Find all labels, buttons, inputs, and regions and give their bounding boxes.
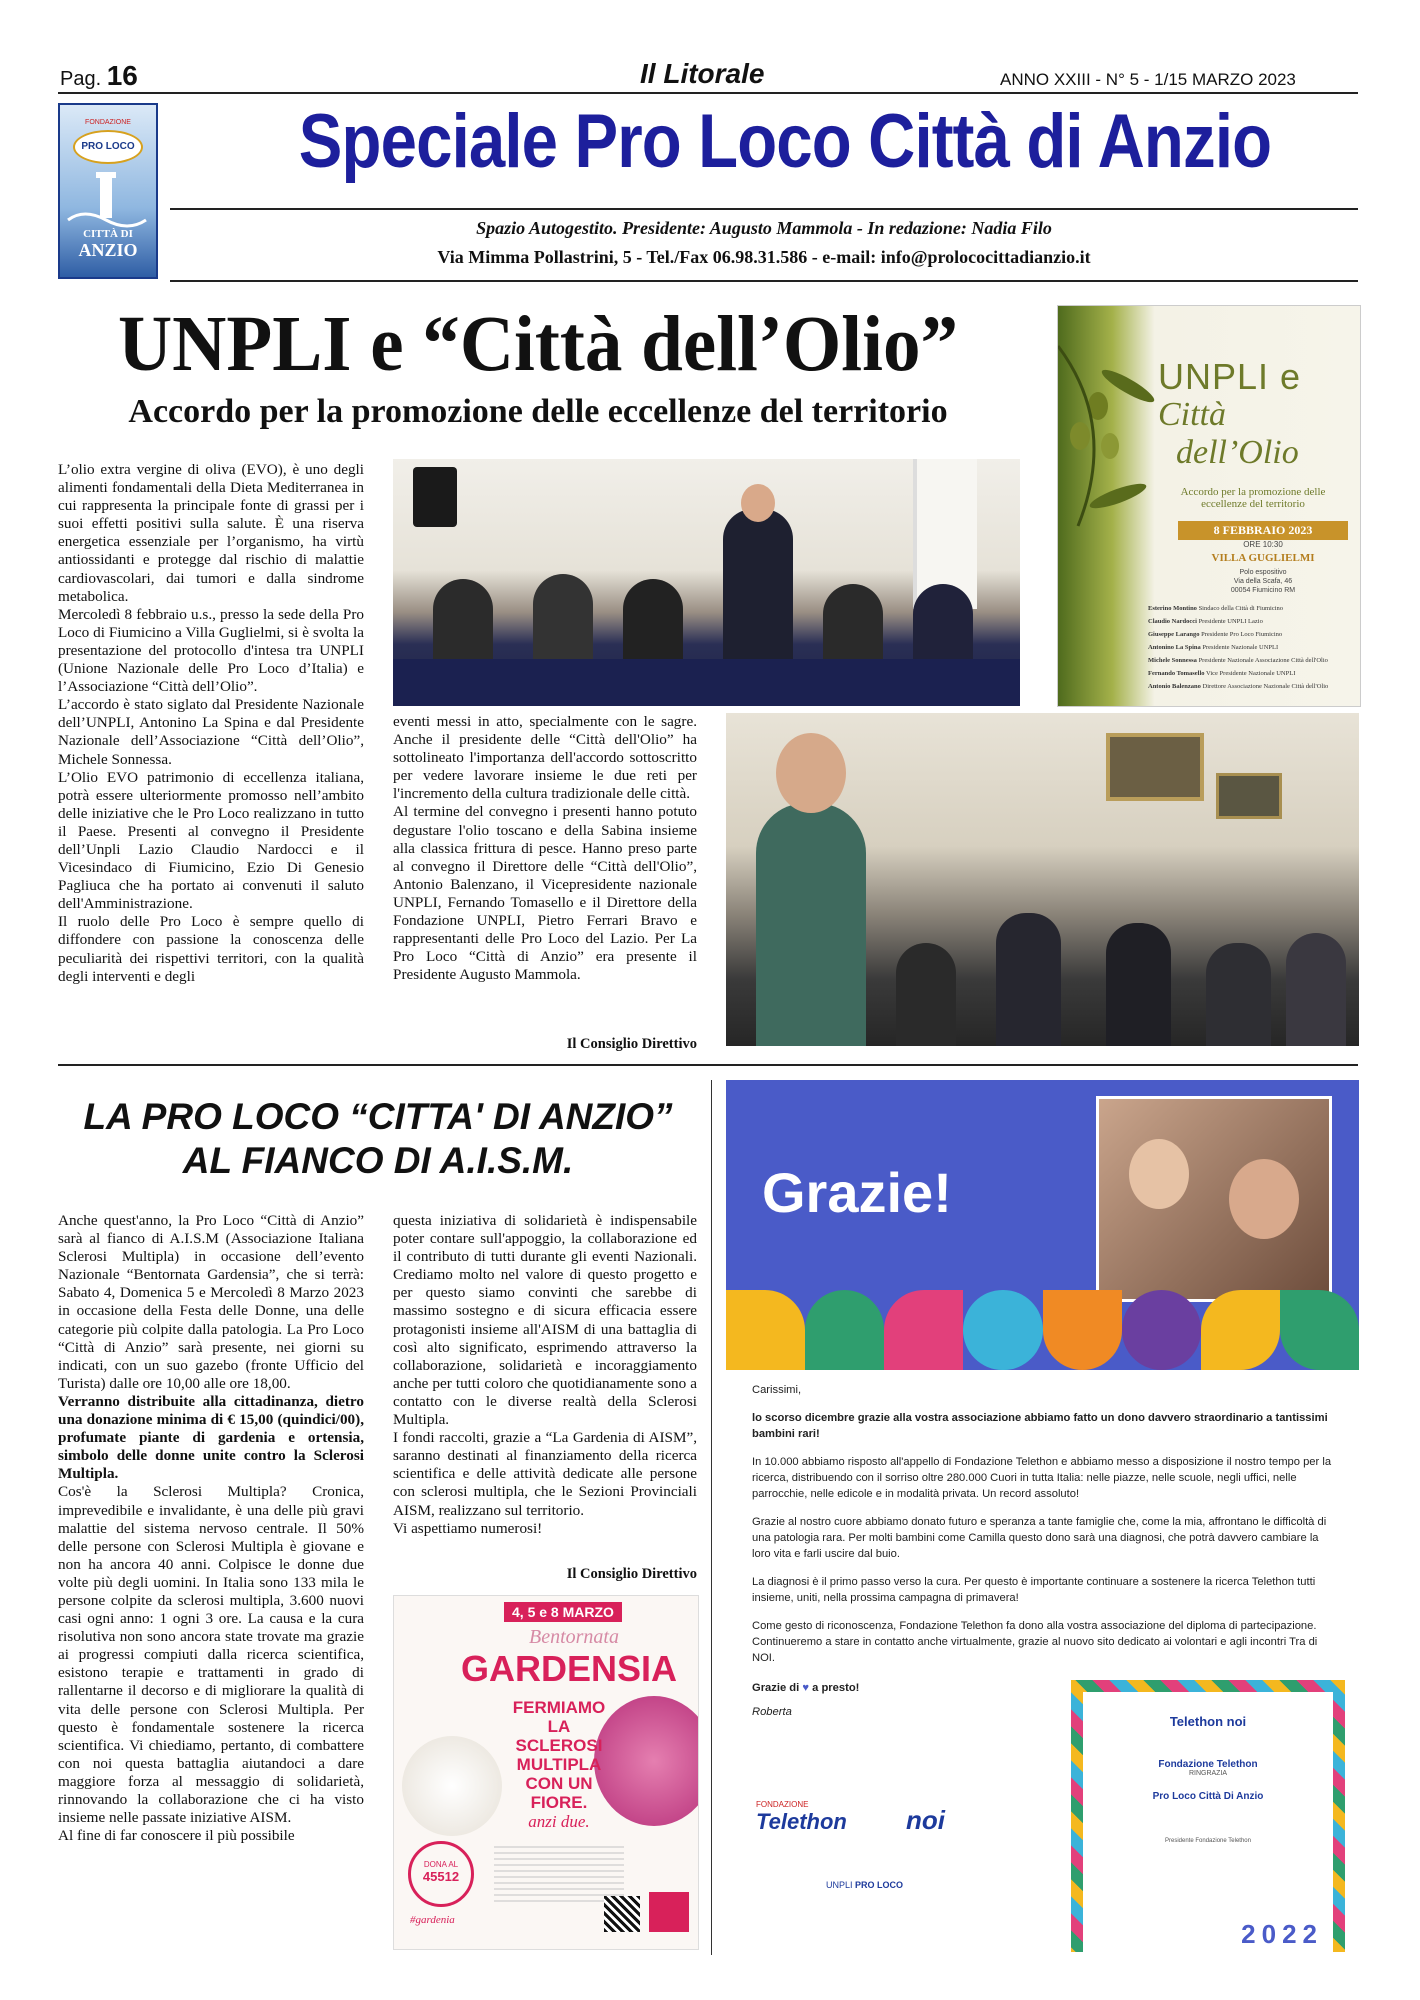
paragraph: L’olio extra vergine di oliva (EVO), è uno degli alimenti fondamentali della Dieta Mediterranea in cui rappresenta la principale fonte di grassi per i suoi effetti positivi sulla salute. È una riserva energetica essenziale per l’organismo, ha virtù antiossidanti e protegge dal rischio di malattie cardiovascolari, dai tumori e dalla sindrome metabolica. — [58, 461, 364, 605]
paragraph-bold: Verranno distribuite alla cittadinanza, dietro una donazione minima di € 15,00 (quindici/00), profumate piante di gardenia e ortensia, simbolo delle donne unite contro la Sclerosi Multipla. — [58, 1392, 364, 1483]
speaker-row — [1148, 628, 1358, 641]
issue-info: ANNO XXIII - N° 5 - 1/15 MARZO 2023 — [1000, 70, 1296, 89]
article2-signature: Il Consiglio Direttivo — [566, 1566, 697, 1582]
diploma-recipient: Pro Loco Città Di Anzio — [1152, 1791, 1264, 1802]
speaker-role: Presidente Pro Loco Fiumicino — [1201, 631, 1283, 638]
telethon-grazie: Grazie! — [762, 1161, 952, 1224]
diploma-thanks: RINGRAZIA — [1188, 1770, 1228, 1777]
paragraph: Mercoledì 8 febbraio u.s., presso la sede della Pro Loco di Fiumicino a Villa Guglielmi, si è svolta la presentazione del protocollo d'intesa tra UNPLI (Unione Nazionale delle Pro Loco d’Italia) e l’Associazione “Città dell’Olio”. — [58, 605, 364, 696]
speaker-row — [1148, 641, 1358, 654]
unpli-olio-poster — [1057, 305, 1361, 707]
article1-subtitle: Accordo per la promozione delle eccellenze del territorio — [128, 393, 948, 430]
poster-title-line3: dell’Olio — [1176, 434, 1299, 471]
poster-title-line2: Città — [1158, 396, 1227, 433]
letter-paragraph: Come gesto di riconoscenza, Fondazione Telethon fa dono alla vostra associazione del diploma di partecipazione. Continueremo a stare in contatto anche virtualmente, grazie al nuovo sito dedicato ai volontari e agli incontri Tra di NOI. — [752, 1620, 1318, 1664]
proloco-logo-text: PRO LOCO — [855, 1880, 904, 1890]
speaker-role: Vice Presidente Nazionale UNPLI — [1206, 670, 1296, 677]
speaker-name: Fernando Tomasello — [1148, 670, 1205, 677]
telethon-letter — [726, 1080, 1359, 1952]
slogan-line: CON UN FIORE. — [525, 1774, 593, 1812]
newspaper-name: Il Litorale — [640, 58, 765, 89]
gardenia-flower-icon — [402, 1736, 502, 1836]
speaker-name: Giuseppe Larango — [1148, 631, 1200, 638]
logo-name: PRO LOCO — [81, 141, 135, 152]
paragraph: Al fine di far conoscere il più possibile — [58, 1827, 295, 1845]
telethon-logo-top: FONDAZIONE — [756, 1800, 809, 1809]
speaker-row — [1148, 680, 1358, 693]
diploma-year: 2022 — [1241, 1919, 1323, 1949]
poster-address-line: Via della Scafa, 46 — [1233, 578, 1293, 585]
paragraph: Anche quest'anno, la Pro Loco “Città di Anzio” sarà al fianco di A.I.S.M (Associazione Italiana Sclerosi Multipla) in occasione dell’evento Nazionale “Bentornata Gardensia”, che si terrà: Sabato 4, Domenica 5 e Mercoledì 8 Marzo 2023 in occasione della Festa delle Donne, una delle categorie più colpite dalla patologia. La Pro Loco “Città di Anzio” sarà presente, nei giorni su indicati, con un suo gazebo (fronte Ufficio del Turista) dalle ore 10,00 alle ore 18,00. — [58, 1212, 364, 1392]
photo-conference-panel — [393, 459, 1020, 706]
logo-city-line2: ANZIO — [78, 240, 138, 260]
gardensia-slogan — [504, 1698, 614, 1831]
slogan-line: FERMIAMO — [512, 1698, 606, 1717]
photo-conference-audience — [726, 713, 1359, 1046]
paragraph: questa iniziativa di solidarietà è indispensabile poter contare sull'appoggio, la collaborazione ed il contributo di tutti durante gli eventi Nazionali. Crediamo molto nel valore di questo progetto e per questo siamo convinti che sarebbe di massimo sostegno e di sicura efficacia essere protagonisti insieme all'AISM di una battaglia di così alto significato, esprimendo attraverso la collaborazione, solidarietà e incoraggiamento anche per tutti coloro che quotidianamente sono a contatto con le diverse realtà della Sclerosi Multipla. — [393, 1212, 697, 1429]
paragraph: Al termine del convegno i presenti hanno potuto degustare l'olio toscano e della Sabina insieme alla classica frittura di pesce. Hanno preso parte al convegno il Direttore delle “Città dell'Olio”, Antonio Balenzano, il Vicepresidente nazionale UNPLI, Fernando Tomasello e il Direttore della Fondazione UNPLI, Pietro Ferrari Bravo e rappresentanti delle Pro Loco del Lazio. Per La Pro Loco “Città di Anzio” era presente il Presidente Augusto Mammola. — [393, 803, 697, 984]
speaker-row — [1148, 654, 1358, 667]
closing-text: a presto! — [812, 1682, 860, 1694]
section-title: Speciale Pro Loco Città di Anzio — [298, 99, 1272, 184]
paragraph: eventi messi in atto, specialmente con le sagre. Anche il presidente delle “Città dell'Olio” ha sottolineato l'importanza dell'accordo sottoscritto per vedere lavorare insieme le due reti per l'incremento della cultura tradizionale delle città. — [393, 713, 697, 803]
pro-loco-logo — [58, 103, 158, 279]
diploma-logos — [1083, 1714, 1333, 1729]
contacts-line: Via Mimma Pollastrini, 5 - Tel./Fax 06.98.31.586 - e-mail: info@prolococittadianzio.it — [437, 247, 1091, 267]
article2-title — [58, 1095, 698, 1183]
telethon-banner — [726, 1080, 1359, 1370]
poster-subtitle: Accordo per la promozione delle eccellenze del territorio — [1180, 486, 1326, 510]
paragraph: L’Olio EVO patrimonio di eccellenza italiana, potrà essere ulteriormente promosso nell’ambito delle iniziative che le Pro Loco realizzano in tutto il Paese. Presenti al convegno il Presidente dell’Unpli Lazio Claudio Nardocci e il Vicesindaco di Fiumicino, Ezio Di Genesio Pagliuca che ha portato ai convenuti il saluto dell'Amministrazione. — [58, 768, 364, 913]
speaker-role: Presidente UNPLI Lazio — [1198, 618, 1263, 625]
unpli-logo — [826, 1880, 903, 1890]
photo-mother-child — [1096, 1096, 1332, 1302]
diploma-signer: Presidente Fondazione Telethon — [1165, 1838, 1251, 1844]
donation-number: 45512 — [422, 1869, 460, 1884]
speaker-name: Antonino La Spina — [1148, 644, 1201, 651]
speaker-role: Presidente Nazionale Associazione Città dell'Olio — [1198, 657, 1328, 664]
speaker-row — [1148, 615, 1358, 628]
donation-badge — [408, 1841, 474, 1907]
gardensia-hashtag: #gardenia — [410, 1914, 455, 1926]
gardensia-dates: 4, 5 e 8 MARZO — [504, 1602, 622, 1622]
page-label — [60, 60, 138, 92]
page-number: 16 — [106, 60, 138, 91]
letter-paragraph: Grazie al nostro cuore abbiamo donato futuro e speranza a tante famiglie che, come la mia, affrontano le difficoltà di una patologia rara. Per molti bambini come Camilla questo dono sarà una diagnosi, che potrà davvero cambiare la loro vita e farli uscire dal buio. — [752, 1516, 1327, 1560]
poster-venue: VILLA GUGLIELMI — [1211, 552, 1315, 564]
telethon-logo — [756, 1800, 866, 1850]
poster-speakers — [1148, 602, 1358, 693]
diploma-noi-logo: noi — [1226, 1714, 1247, 1729]
speaker-name: Esterino Montino — [1148, 605, 1197, 612]
gardensia-poster — [393, 1595, 699, 1950]
paragraph: Cos'è la Sclerosi Multipla? Cronica, imprevedibile e invalidante, è una delle più gravi malattie del sistema nervoso centrale. Il 50% delle persone con Sclerosi Multipla è giovane e non ha ancora 40 anni. Colpisce le donne due volte più degli uomini. In Italia sono 133 mila le persone colpite da sclerosi multipla, 3.600 nuovi casi ogni anno: 1 ogni 3 ore. La causa e la cura risolutiva non sono ancora state trovate ma grazie ai progressi compiuti dalla ricerca scientifica, esistono terapie e trattamenti in grado di rallentarne il decorso e di migliorare la qualità di vita delle persone con Sclerosi Multipla. Per questo è fondamentale sostenere la ricerca scientifica. Vi chiediamo, pertanto, di combattere con noi questa battaglia aiutandoci a dare maggiore forza al messaggio di solidarietà, rinnovando la collaborazione che ci ha visto insieme nelle passate iniziative AISM. — [58, 1483, 364, 1827]
article2-title-line1: LA PRO LOCO “CITTA' DI ANZIO” — [83, 1096, 673, 1137]
column-icon — [60, 168, 152, 228]
letter-paragraph: In 10.000 abbiamo risposto all'appello di Fondazione Telethon e abbiamo messo a disposizione il nostro tempo per la ricerca, distribuendo con il sorriso oltre 280.000 Cuori in tutta Italia: nelle piazze, nelle scuole, negli uffici, nelle parrocchie, nelle edicole e in modalità privata. Un record assoluto! — [752, 1456, 1332, 1500]
poster-address — [1178, 568, 1348, 595]
article1-column2 — [393, 713, 697, 1033]
diploma-org: Fondazione Telethon — [1158, 1759, 1258, 1770]
speaker-role: Direttore Associazione Nazionale Città dell'Olio — [1202, 683, 1329, 690]
slogan-line: MULTIPLA — [516, 1755, 602, 1774]
paragraph: Il ruolo delle Pro Loco è sempre quello di diffondere con passione la conoscenza delle peculiarità dei rispettivi territori, con la qualità degli interventi e degli — [58, 913, 364, 985]
speaker-row — [1148, 602, 1358, 615]
closing-text: Grazie di — [752, 1682, 800, 1694]
credits-line: Spazio Autogestito. Presidente: Augusto Mammola - In redazione: Nadia Filo — [476, 218, 1052, 238]
speaker-role: Presidente Nazionale UNPLI — [1202, 644, 1279, 651]
gardensia-bentornata: Bentornata — [529, 1626, 619, 1648]
article1-column1 — [58, 461, 364, 1056]
speaker-role: Sindaco della Città di Fiumicino — [1198, 605, 1284, 612]
speaker-name: Michele Sonnessa — [1148, 657, 1197, 664]
slogan-line: anzi due. — [528, 1812, 590, 1831]
page-label-text: Pag. — [60, 68, 102, 90]
poster-date: 8 FEBBRAIO 2023 — [1178, 521, 1348, 540]
slogan-line: LA SCLEROSI — [515, 1717, 603, 1755]
speaker-name: Claudio Nardocci — [1148, 618, 1197, 625]
paragraph: Vi aspettiamo numerosi! — [393, 1519, 543, 1537]
letter-paragraph: lo scorso dicembre grazie alla vostra associazione abbiamo fatto un dono davvero straordinario a tantissimi bambini rari! — [752, 1412, 1328, 1440]
donation-label: DONA AL — [423, 1860, 459, 1869]
poster-time: ORE 10:30 — [1243, 540, 1283, 549]
letter-greeting: Carissimi, — [752, 1384, 802, 1396]
logo-top-text: FONDAZIONE — [85, 119, 131, 126]
telethon-diploma — [1071, 1680, 1345, 1952]
qr-code-icon — [604, 1896, 640, 1932]
article2-column2 — [393, 1212, 697, 1562]
poster-title-line1: UNPLI e — [1158, 356, 1302, 397]
speaker-row — [1148, 667, 1358, 680]
article1-title: UNPLI e “Città dell’Olio” — [117, 301, 959, 388]
diploma-telethon-logo: Telethon — [1169, 1714, 1224, 1729]
article2-title-line2: AL FIANCO DI A.I.S.M. — [182, 1140, 574, 1181]
logo-city-line1: CITTÀ DI — [83, 228, 133, 240]
paragraph: I fondi raccolti, grazie a “La Gardenia di AISM”, saranno destinati al finanziamento della ricerca scientifica e delle attività dedicate alle persone con sclerosi multipla, che le Sezioni Provinciali AISM, realizzano sul territorio. — [393, 1429, 697, 1519]
noi-logo: noi — [906, 1805, 945, 1835]
letter-signature: Roberta — [752, 1706, 792, 1718]
unpli-logo-text: UNPLI — [826, 1880, 853, 1890]
speaker-name: Antonio Balenzano — [1148, 683, 1201, 690]
telethon-logo-name: Telethon — [756, 1809, 847, 1834]
letter-paragraph: La diagnosi è il primo passo verso la cura. Per questo è importante continuare a sostenere la ricerca Telethon tutti insieme, uniti, nella prossima campagna di primavera! — [752, 1576, 1316, 1604]
paragraph: L’accordo è stato siglato dal Presidente Nazionale dell’UNPLI, Antonino La Spina e dal Presidente Nazionale dell’Associazione “Città dell’Olio”, Michele Sonnessa. — [58, 696, 364, 768]
gardensia-title: GARDENSIA — [460, 1648, 678, 1689]
heart-icon: ♥ — [802, 1682, 810, 1694]
telethon-letter-body — [752, 1382, 1332, 1720]
article1-signature: Il Consiglio Direttivo — [566, 1036, 697, 1052]
article2-column1 — [58, 1212, 364, 1952]
poster-address-line: 00054 Fiumicino RM — [1230, 587, 1296, 594]
poster-address-line: Polo espositivo — [1239, 569, 1287, 576]
